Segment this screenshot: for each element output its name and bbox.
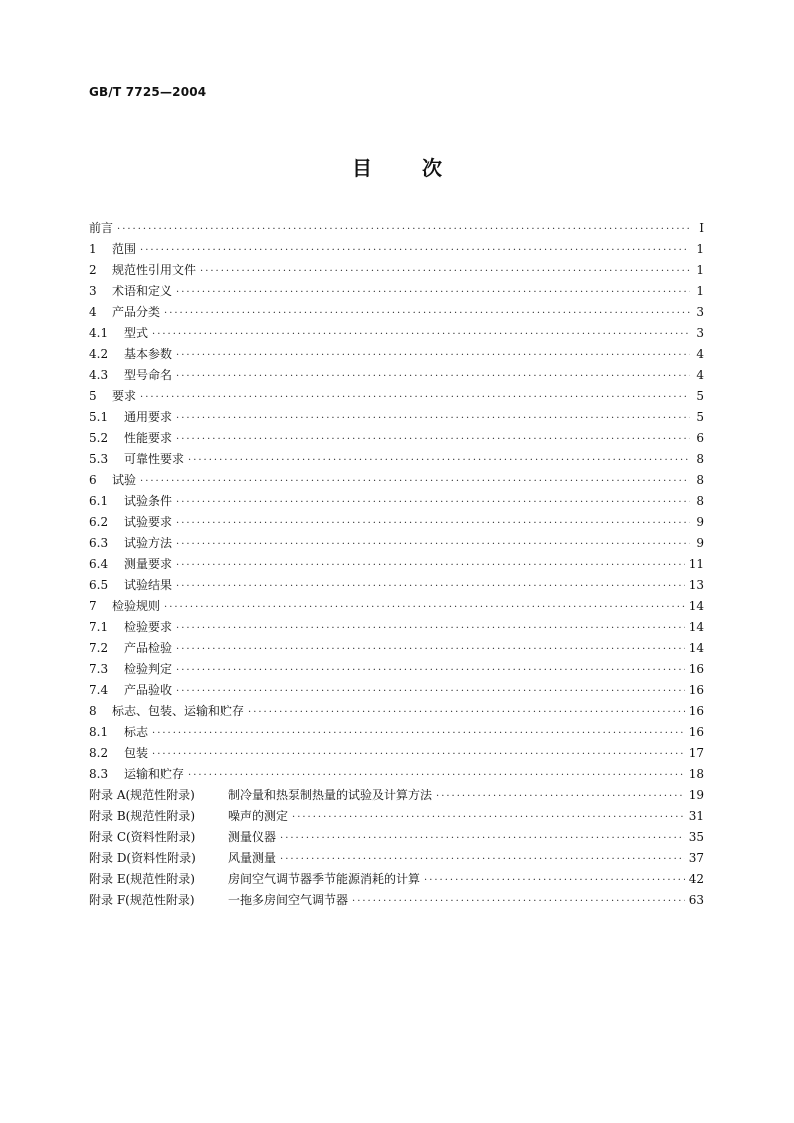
toc-entry-title: 一拖多房间空气调节器	[228, 893, 349, 907]
toc-entry-number: 5.2	[89, 431, 109, 445]
toc-entry-title: 包装	[124, 746, 149, 760]
toc-entry-number: 7.3	[89, 662, 109, 676]
toc-entry[interactable]	[89, 743, 704, 764]
toc-entry-page: 1	[696, 263, 704, 277]
toc-entry-number: 4.2	[89, 347, 109, 361]
toc-entry[interactable]	[89, 827, 704, 848]
toc-entry-number: 2	[89, 263, 97, 277]
toc-entry-number: 附录 A(规范性附录)	[89, 788, 195, 802]
toc-entry-page: 14	[688, 599, 704, 613]
toc-entry-page: 1	[696, 242, 704, 256]
toc-entry-title: 型式	[124, 326, 149, 340]
toc-entry-number: 6	[89, 473, 97, 487]
toc-entry-number: 5.1	[89, 410, 109, 424]
toc-entry-title: 通用要求	[124, 410, 173, 424]
toc-entry-number: 6.1	[89, 494, 109, 508]
toc-entry[interactable]	[89, 596, 704, 617]
toc-entry-number: 4.1	[89, 326, 109, 340]
toc-entry-title: 要求	[112, 389, 137, 403]
toc-entry-page: 16	[688, 683, 704, 697]
toc-entry-number: 8.3	[89, 767, 109, 781]
toc-entry-page: 8	[696, 452, 704, 466]
toc-leader-dots	[176, 618, 685, 639]
toc-leader-dots	[176, 534, 690, 555]
toc-leader-dots	[176, 660, 685, 681]
toc-entry-title: 制冷量和热泵制热量的试验及计算方法	[228, 788, 433, 802]
toc-entry-page: 5	[696, 410, 704, 424]
toc-entry-page: 16	[688, 725, 704, 739]
toc-leader-dots	[176, 408, 690, 429]
toc-entry-title: 前言	[89, 221, 114, 235]
toc-leader-dots	[280, 849, 685, 870]
toc-entry-page: 16	[688, 704, 704, 718]
toc-entry[interactable]	[89, 575, 704, 596]
toc-entry-title: 运输和贮存	[124, 767, 185, 781]
toc-leader-dots	[176, 429, 690, 450]
toc-entry-page: 6	[696, 431, 704, 445]
toc-entry-title: 产品分类	[112, 305, 161, 319]
toc-leader-dots	[176, 555, 685, 576]
toc-entry-number: 7.1	[89, 620, 109, 634]
toc-entry-title: 基本参数	[124, 347, 173, 361]
toc-entry-title: 房间空气调节器季节能源消耗的计算	[228, 872, 421, 886]
page-title	[0, 152, 794, 181]
toc-entry-page: 18	[688, 767, 704, 781]
toc-entry-page: 13	[688, 578, 704, 592]
toc-entry[interactable]	[89, 260, 704, 281]
toc-leader-dots	[152, 723, 685, 744]
standard-code: GB/T 7725—2004	[89, 85, 207, 99]
toc-entry-number: 附录 F(规范性附录)	[89, 893, 195, 907]
toc-entry-page: 19	[688, 788, 704, 802]
toc-entry[interactable]	[89, 848, 704, 869]
toc-entry-number: 附录 C(资料性附录)	[89, 830, 196, 844]
title-char-1: 目	[352, 156, 372, 180]
toc-entry-page: 11	[688, 557, 704, 571]
toc-leader-dots	[176, 639, 685, 660]
toc-entry-title: 试验要求	[124, 515, 173, 529]
toc-entry-title: 噪声的测定	[228, 809, 289, 823]
toc-entry-title: 试验结果	[124, 578, 173, 592]
toc-entry-title: 标志、包装、运输和贮存	[112, 704, 245, 718]
toc-entry-number: 1	[89, 242, 97, 256]
toc-leader-dots	[280, 828, 685, 849]
toc-entry[interactable]	[89, 764, 704, 785]
toc-leader-dots	[140, 387, 690, 408]
toc-entry-page: 9	[696, 536, 704, 550]
toc-entry-page: 35	[688, 830, 704, 844]
toc-leader-dots	[176, 345, 690, 366]
toc-entry-number: 5.3	[89, 452, 109, 466]
toc-entry[interactable]	[89, 386, 704, 407]
toc-entry[interactable]	[89, 554, 704, 575]
toc-entry-page: 4	[696, 347, 704, 361]
toc-entry-page: 42	[688, 872, 704, 886]
toc-entry-page: 4	[696, 368, 704, 382]
toc-entry-page: 31	[688, 809, 704, 823]
toc-entry-page: 16	[688, 662, 704, 676]
toc-leader-dots	[200, 261, 690, 282]
toc-entry-number: 3	[89, 284, 97, 298]
toc-entry[interactable]	[89, 449, 704, 470]
toc-entry-title: 标志	[124, 725, 149, 739]
toc-entry[interactable]	[89, 323, 704, 344]
toc-entry-title: 试验条件	[124, 494, 173, 508]
toc-leader-dots	[352, 891, 685, 912]
toc-leader-dots	[164, 303, 690, 324]
toc-entry-number: 6.3	[89, 536, 109, 550]
toc-entry-page: 1	[696, 284, 704, 298]
toc-leader-dots	[176, 576, 685, 597]
toc-entry-title: 检验规则	[112, 599, 161, 613]
toc-entry-title: 风量测量	[228, 851, 277, 865]
toc-entry-number: 7.4	[89, 683, 109, 697]
toc-leader-dots	[176, 513, 690, 534]
toc-entry-title: 型号命名	[124, 368, 173, 382]
toc-entry-page: 5	[696, 389, 704, 403]
toc-entry-number: 4.3	[89, 368, 109, 382]
toc-leader-dots	[188, 765, 685, 786]
toc-entry[interactable]	[89, 638, 704, 659]
toc-leader-dots	[176, 492, 690, 513]
toc-leader-dots	[176, 282, 690, 303]
toc-entry[interactable]	[89, 302, 704, 323]
toc-entry[interactable]	[89, 890, 704, 911]
toc-entry-number: 6.2	[89, 515, 109, 529]
toc-leader-dots	[248, 702, 685, 723]
toc-leader-dots	[424, 870, 685, 891]
toc-entry-title: 可靠性要求	[124, 452, 185, 466]
toc-entry-number: 7.2	[89, 641, 109, 655]
toc-leader-dots	[140, 240, 690, 261]
toc-leader-dots	[152, 744, 685, 765]
toc-entry-title: 产品检验	[124, 641, 173, 655]
toc-entry[interactable]	[89, 365, 704, 386]
toc-leader-dots	[164, 597, 685, 618]
toc-entry-number: 4	[89, 305, 97, 319]
toc-entry[interactable]	[89, 239, 704, 260]
toc-entry[interactable]	[89, 218, 704, 239]
toc-entry[interactable]	[89, 281, 704, 302]
toc-entry-page: 3	[696, 326, 704, 340]
toc-entry[interactable]	[89, 806, 704, 827]
toc-entry-number: 8.1	[89, 725, 109, 739]
toc-entry[interactable]	[89, 470, 704, 491]
toc-entry-number: 附录 B(规范性附录)	[89, 809, 195, 823]
toc-entry[interactable]	[89, 617, 704, 638]
toc-entry-page: 8	[696, 494, 704, 508]
toc-entry[interactable]	[89, 491, 704, 512]
toc-entry-page: I	[699, 221, 704, 235]
toc-entry-page: 9	[696, 515, 704, 529]
toc-entry-title: 术语和定义	[112, 284, 173, 298]
toc-entry[interactable]	[89, 869, 704, 890]
toc-entry-page: 37	[688, 851, 704, 865]
toc-entry[interactable]	[89, 785, 704, 806]
toc-leader-dots	[152, 324, 690, 345]
toc-leader-dots	[117, 219, 690, 240]
toc-entry[interactable]	[89, 344, 704, 365]
toc-entry-number: 8.2	[89, 746, 109, 760]
toc-entry-number: 附录 D(资料性附录)	[89, 851, 196, 865]
toc-entry-title: 试验方法	[124, 536, 173, 550]
toc-entry-title: 检验要求	[124, 620, 173, 634]
toc-entry-page: 63	[688, 893, 704, 907]
toc-entry-number: 7	[89, 599, 97, 613]
toc-entry[interactable]	[89, 407, 704, 428]
toc-entry-page: 17	[688, 746, 704, 760]
toc-entry-title: 范围	[112, 242, 137, 256]
toc-entry-title: 性能要求	[124, 431, 173, 445]
toc-entry[interactable]	[89, 533, 704, 554]
toc-leader-dots	[140, 471, 690, 492]
toc-entry-title: 规范性引用文件	[112, 263, 197, 277]
toc-leader-dots	[292, 807, 685, 828]
toc-leader-dots	[188, 450, 690, 471]
toc-entry-page: 3	[696, 305, 704, 319]
toc-entry-number: 附录 E(规范性附录)	[89, 872, 195, 886]
toc-entry-title: 测量仪器	[228, 830, 277, 844]
toc-entry[interactable]	[89, 722, 704, 743]
table-of-contents	[89, 218, 704, 911]
toc-entry-number: 5	[89, 389, 97, 403]
toc-entry[interactable]	[89, 701, 704, 722]
toc-leader-dots	[176, 681, 685, 702]
toc-entry[interactable]	[89, 680, 704, 701]
toc-entry-page: 14	[688, 641, 704, 655]
toc-entry-number: 6.4	[89, 557, 109, 571]
toc-entry-title: 试验	[112, 473, 137, 487]
toc-entry-page: 14	[688, 620, 704, 634]
title-char-2: 次	[422, 156, 442, 180]
toc-entry-number: 8	[89, 704, 97, 718]
toc-entry-title: 产品验收	[124, 683, 173, 697]
toc-entry[interactable]	[89, 512, 704, 533]
toc-leader-dots	[176, 366, 690, 387]
toc-entry-page: 8	[696, 473, 704, 487]
toc-entry-title: 测量要求	[124, 557, 173, 571]
toc-entry[interactable]	[89, 659, 704, 680]
toc-leader-dots	[436, 786, 685, 807]
toc-entry-number: 6.5	[89, 578, 109, 592]
toc-entry-title: 检验判定	[124, 662, 173, 676]
toc-entry[interactable]	[89, 428, 704, 449]
